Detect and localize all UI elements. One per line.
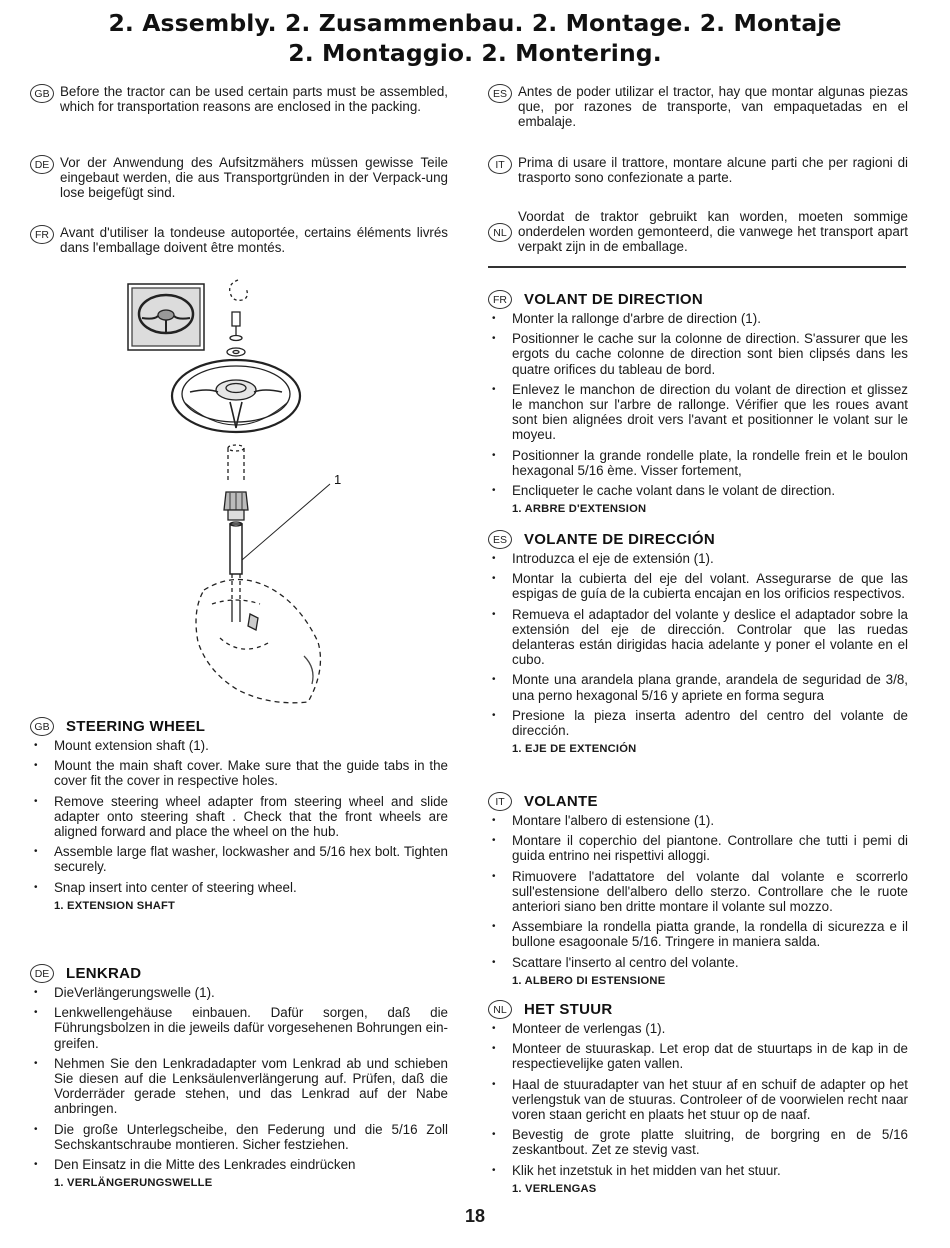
list-item: • Montare l'albero di estensione (1).: [488, 813, 908, 828]
it-language-badge: IT: [488, 155, 512, 174]
intro-es: [488, 84, 908, 130]
list-item: • Montar la cubierta del eje del volant. Assegurarse de que las espigas de guía de la cubierta encajan en los orificios respectivos.: [488, 571, 908, 601]
shaft-coupling: [248, 614, 258, 630]
de-section-badge: DE: [30, 964, 54, 983]
list-item: • Presione la pieza inserta adentro del centro del volante de dirección.: [488, 708, 908, 738]
list-item: • Mount extension shaft (1).: [30, 738, 448, 753]
section-nl-steps: [488, 1021, 908, 1178]
page-title-line-1: 2. Assembly. 2. Zusammenbau. 2. Montage. 2. Montaje: [108, 9, 842, 37]
list-item: • Snap insert into center of steering wheel.: [30, 880, 448, 895]
section-nl: [488, 1000, 908, 1195]
section-fr: [488, 290, 908, 515]
intro-gb-text: Before the tractor can be used certain parts must be assembled, which for transportation reasons are enclosed in the packing.: [60, 84, 448, 115]
fr-language-badge: FR: [30, 225, 54, 244]
section-de-steps: [30, 985, 448, 1172]
list-item: • Rimuovere l'adattatore del volante dal volante e scorrerlo sull'estensione dell'albero dello sterzo. Controllare che le ruote anteriori siano ben dritte montare il volante sul mozzo.: [488, 869, 908, 915]
section-gb-steps: [30, 738, 448, 895]
intro-it: [488, 155, 908, 185]
section-it: [488, 792, 908, 987]
section-it-heading: VOLANTE: [524, 793, 598, 810]
list-item: • Die große Unterlegscheibe, den Federung und die 5/16 Zoll Sechskantschraube montieren. Sicher festziehen.: [30, 1122, 448, 1152]
intro-de: [30, 155, 448, 201]
list-item: • Nehmen Sie den Lenkradadapter vom Lenkrad ab und schieben Sie diesen auf die Lenksäulenverlängerung auf. Prüfen, daß die Vorderräder gerade stehen, und das Lenkrad auf der Nabe anbringen.: [30, 1056, 448, 1117]
section-gb-legend: 1. EXTENSION SHAFT: [54, 899, 176, 912]
list-item: • Remove steering wheel adapter from steering wheel and slide adapter onto steering shaft . Check that the front wheels are aligned forward and place the wheel on the hub.: [30, 794, 448, 840]
list-item: • Enlevez le manchon de direction du volant de direction et glissez le manchon sur l'arbre de rallonge. Vérifier que les roues avant sont bien alignées droit vers l'avant et positionner le volant sur le moyeu.: [488, 382, 908, 443]
lock-washer: [230, 336, 242, 341]
it-section-badge: IT: [488, 792, 512, 811]
callout-label: 1: [334, 472, 342, 487]
section-es: [488, 530, 908, 755]
list-item: • Den Einsatz in die Mitte des Lenkrades eindrücken: [30, 1157, 448, 1172]
list-item: • Assembiare la rondella piatta grande, la rondella di sicurezza e il bullone esagoonale 5/16. Tringere in maniera salda.: [488, 919, 908, 949]
list-item: • Haal de stuuradapter van het stuur af en schuif de adapter op het verlengstuk van de stuuras. Controleer of de voorwielen recht naar voren staan gericht en plaats het stuur op de naaf.: [488, 1077, 908, 1123]
adapter-outline: [228, 448, 244, 482]
gb-section-badge: GB: [30, 717, 54, 736]
section-nl-legend: 1. VERLENGAS: [512, 1182, 597, 1195]
section-es-legend: 1. EJE DE EXTENCIÓN: [512, 743, 637, 756]
page-number: 18: [464, 1206, 486, 1226]
intro-nl: [488, 209, 908, 255]
section-nl-heading: HET STUUR: [524, 1001, 613, 1018]
intro-gb: [30, 84, 448, 114]
section-gb: [30, 717, 448, 912]
list-item: • Monte una arandela plana grande, arandela de seguridad de 3/8, una perno hexagonal 5/16 y apriete en forma segura: [488, 672, 908, 702]
gb-language-badge: GB: [30, 84, 54, 103]
section-es-heading: VOLANTE DE DIRECCIÓN: [524, 531, 716, 548]
fr-section-badge: FR: [488, 290, 512, 309]
list-item: • Montare il coperchio del piantone. Controllare che tutti i pemi di guida entrino nei rispettivi alloggi.: [488, 833, 908, 863]
section-de: [30, 964, 448, 1189]
intro-fr: [30, 225, 448, 255]
page-title-line-2: 2. Montaggio. 2. Montering.: [288, 39, 662, 67]
list-item: • Remueva el adaptador del volante y deslice el adaptador sobre la extensión del eje de dirección. Controlar que las ruedas delanteras están dirigidas hacia adelante y poner el volante en el cubo.: [488, 607, 908, 668]
section-it-steps: [488, 813, 908, 970]
section-gb-heading: STEERING WHEEL: [66, 718, 206, 735]
intro-de-text: Vor der Anwendung des Aufsitzmähers müssen gewisse Teile eingebaut werden, die aus Transportgründen in der Verpack-ung lose beigefügt sind.: [60, 155, 448, 201]
section-fr-legend: 1. ARBRE D'EXTENSION: [512, 503, 647, 516]
callout-leader-line: [242, 484, 330, 560]
list-item: • Positionner le cache sur la colonne de direction. S'assurer que les ergots du cache colonne de direction sont bien clipsés dans les quatre orifices du tableau de bord.: [488, 331, 908, 377]
flat-washer: [227, 348, 245, 356]
section-it-legend: 1. ALBERO DI ESTENSIONE: [512, 974, 666, 987]
nl-section-badge: NL: [488, 1000, 512, 1019]
column-cover: [196, 579, 320, 702]
list-item: • Bevestig de grote platte sluitring, de borgring en de 5/16 zeskantbout. Zet ze stevig vast.: [488, 1127, 908, 1157]
inset-wheel-hub: [158, 310, 174, 320]
list-item: • Monteer de verlengas (1).: [488, 1021, 908, 1036]
intro-it-text: Prima di usare il trattore, montare alcune parti che per ragioni di trasporto sono confezionate a parte.: [518, 155, 908, 186]
list-item: • DieVerlängerungswelle (1).: [30, 985, 448, 1000]
es-language-badge: ES: [488, 84, 512, 103]
list-item: • Mount the main shaft cover. Make sure that the guide tabs in the cover fit the cover in respective holes.: [30, 758, 448, 788]
de-language-badge: DE: [30, 155, 54, 174]
page-title: [0, 8, 950, 68]
section-fr-heading: VOLANT DE DIRECTION: [524, 291, 704, 308]
section-es-steps: [488, 551, 908, 738]
intro-fr-text: Avant d'utiliser la tondeuse autoportée, certains éléments livrés dans l'emballage doivent être montés.: [60, 225, 448, 256]
list-item: • Encliqueter le cache volant dans le volant de direction.: [488, 483, 908, 498]
list-item: • Monteer de stuuraskap. Let erop dat de stuurtaps in de kap in de respectievelijke gaten vallen.: [488, 1041, 908, 1071]
steering-wheel-assembly-illustration: [120, 270, 350, 710]
list-item: • Positionner la grande rondelle plate, la rondelle frein et le boulon hexagonal 5/16 ème. Visser fortement,: [488, 448, 908, 478]
extension-shaft: [230, 524, 242, 574]
list-item: • Scattare l'inserto al centro del volante.: [488, 955, 908, 970]
section-divider: [488, 266, 906, 268]
section-fr-steps: [488, 311, 908, 498]
es-section-badge: ES: [488, 530, 512, 549]
section-de-legend: 1. VERLÄNGERUNGSWELLE: [54, 1177, 213, 1190]
list-item: • Assemble large flat washer, lockwasher and 5/16 hex bolt. Tighten securely.: [30, 844, 448, 874]
list-item: • Lenkwellengehäuse einbauen. Dafür sorgen, daß die Führungsbolzen in die jeweils dafür vorgesehenen Bohrungen ein- greifen.: [30, 1005, 448, 1051]
assembly-drawing: [120, 270, 350, 710]
nl-language-badge: NL: [488, 223, 512, 242]
list-item: • Klik het inzetstuk in het midden van het stuur.: [488, 1163, 908, 1178]
hex-bolt: [232, 312, 240, 326]
list-item: • Introduzca el eje de extensión (1).: [488, 551, 908, 566]
intro-nl-text: Voordat de traktor gebruikt kan worden, moeten sommige onderdelen worden gemonteerd, die vanwege het transport apart verpakt zijn in de emballage.: [518, 209, 908, 255]
list-item: • Monter la rallonge d'arbre de direction (1).: [488, 311, 908, 326]
intro-es-text: Antes de poder utilizar el tractor, hay que montar algunas piezas que, por razones de transporte, van empaquetadas en el embalaje.: [518, 84, 908, 130]
cap-outline: [230, 280, 248, 300]
section-de-heading: LENKRAD: [66, 965, 142, 982]
